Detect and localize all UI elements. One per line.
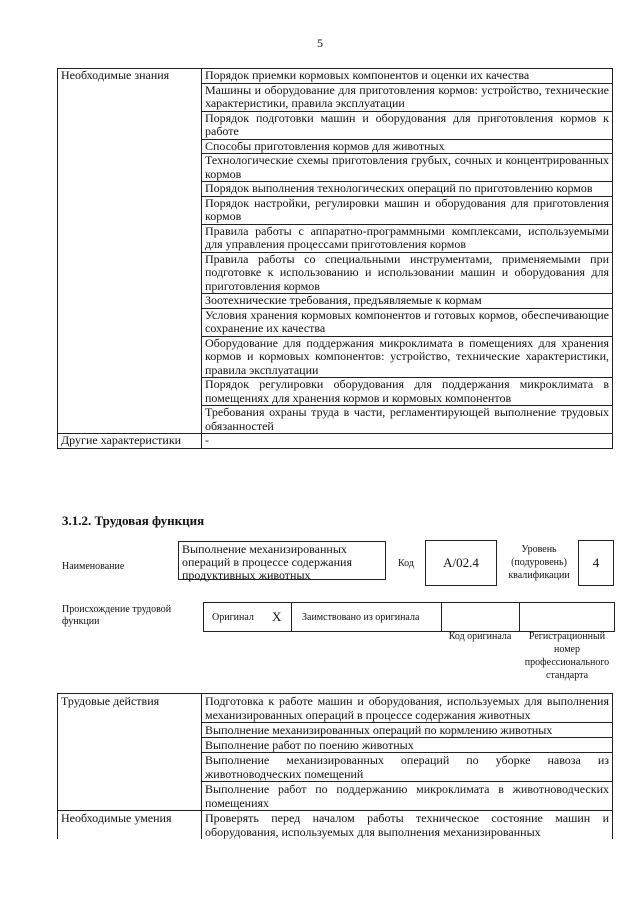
origin-label: Происхождение трудовой функции <box>62 604 172 627</box>
skills-label: Необходимые умения <box>58 811 202 840</box>
origin-box <box>203 602 615 632</box>
actions-table <box>57 693 613 839</box>
list-item: Выполнение механизированных операций по уборке навоза из животноводческих помещений <box>202 753 613 782</box>
registration-caption: Регистрационный номер профессионального стандарта <box>524 631 610 681</box>
knowledge-table <box>57 68 613 449</box>
list-item: Подготовка к работе машин и оборудования, используемых для выполнения механизированных операций в процессе содержания животных <box>202 694 613 723</box>
other-characteristics-value: - <box>202 434 613 449</box>
divider <box>519 603 520 631</box>
list-item: Порядок настройки, регулировки машин и оборудования для приготовления кормов <box>202 196 613 224</box>
list-item: Оборудование для поддержания микроклимата в помещениях для хранения кормов и кормовых компонентов: устройство, технические характеристики, правила эксплуатации <box>202 336 613 378</box>
list-item: Зоотехнические требования, предъявляемые к кормам <box>202 294 613 309</box>
original-mark: X <box>272 609 282 624</box>
table-row <box>58 811 613 840</box>
list-item: Выполнение работ по поддержанию микроклимата в животноводческих помещениях <box>202 782 613 811</box>
list-item: Выполнение работ по поению животных <box>202 738 613 753</box>
code-caption: Код оригинала <box>448 631 512 642</box>
list-item: Требования охраны труда в части, регламентирующей выполнение трудовых обязанностей <box>202 406 613 434</box>
list-item: Машины и оборудование для приготовления кормов: устройство, технические характеристики, правила эксплуатации <box>202 83 613 111</box>
name-label: Наименование <box>62 561 125 572</box>
list-item: Технологические схемы приготовления грубых, сочных и концентрированных кормов <box>202 154 613 182</box>
level-value: 4 <box>578 540 614 586</box>
page-number: 5 <box>317 36 323 50</box>
list-item: Способы приготовления кормов для животных <box>202 139 613 154</box>
level-label: Уровень (подуровень) квалификации <box>508 544 570 581</box>
function-code-value: A/02.4 <box>425 540 497 586</box>
divider <box>291 603 292 631</box>
list-item: Условия хранения кормовых компонентов и готовых кормов, обеспечивающие сохранение их качества <box>202 308 613 336</box>
original-label: Оригинал <box>212 612 254 623</box>
list-item: Проверять перед началом работы техническое состояние машин и оборудования, используемых для выполнения механизированных <box>202 811 613 840</box>
list-item: Правила работы с аппаратно-программными комплексами, используемыми для управления процессами приготовления кормов <box>202 224 613 252</box>
section-title: 3.1.2. Трудовая функция <box>62 513 205 528</box>
list-item: Порядок регулировки оборудования для поддержания микроклимата в помещениях для хранения кормов и кормовых компонентов <box>202 378 613 406</box>
table-row <box>58 434 613 449</box>
borrowed-label: Заимствовано из оригинала <box>302 612 420 623</box>
function-name-value: Выполнение механизированных операций в процессе содержания продуктивных животных <box>178 541 386 580</box>
list-item: Порядок выполнения технологических операций по приготовлению кормов <box>202 182 613 197</box>
other-characteristics-label: Другие характеристики <box>58 434 202 449</box>
list-item: Выполнение механизированных операций по кормлению животных <box>202 723 613 738</box>
table-row <box>58 69 613 84</box>
list-item: Правила работы со специальными инструментами, применяемыми при подготовке к использованию и использовании машин и оборудования для приготовления кормов <box>202 252 613 294</box>
actions-label: Трудовые действия <box>58 694 202 811</box>
table-row <box>58 694 613 723</box>
divider <box>441 603 442 631</box>
list-item: Порядок подготовки машин и оборудования для приготовления кормов к работе <box>202 111 613 139</box>
knowledge-label: Необходимые знания <box>58 69 202 434</box>
list-item: Порядок приемки кормовых компонентов и оценки их качества <box>202 69 613 84</box>
code-label: Код <box>398 558 414 569</box>
